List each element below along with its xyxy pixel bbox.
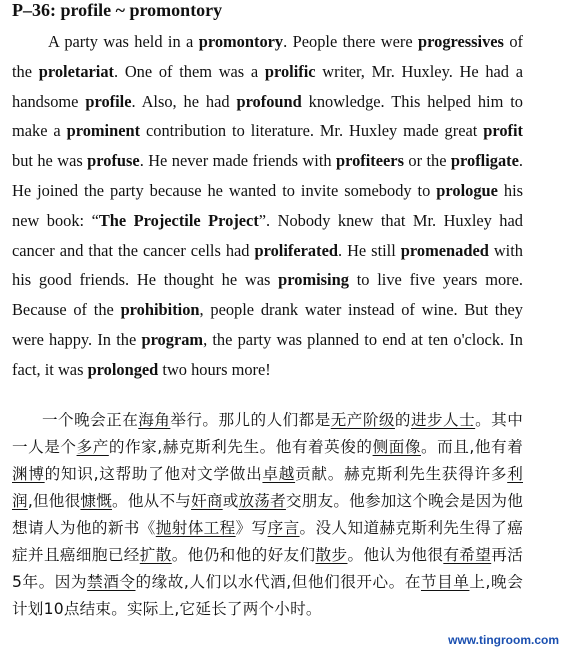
- keyword: prominent: [66, 121, 141, 141]
- text-run: . He still: [337, 240, 401, 260]
- text-run: 。他从不与: [112, 491, 192, 510]
- text-run: . He joined the party because he wanted to invite somebody to: [12, 151, 523, 200]
- keyword-translation: 奸商: [191, 491, 223, 510]
- text-run: his new book: “: [12, 180, 523, 230]
- text-run: , the party was planned to end at ten o'clock. In fact, it was: [12, 329, 523, 379]
- keyword: prolific: [264, 61, 316, 81]
- keyword: promising: [278, 270, 349, 290]
- text-run: ”. Nobody knew that Mr. Huxley had cancer and that the cancer cells had: [12, 210, 523, 260]
- text-run: but he was: [12, 151, 88, 171]
- text-run: to live five years more. Because of the: [12, 270, 523, 320]
- keyword: prologue: [436, 180, 498, 200]
- keyword-translation: 无产阶级: [330, 410, 395, 429]
- text-run: ,但他很: [27, 491, 81, 510]
- text-run: writer, Mr. Huxley. He had a handsome: [12, 61, 523, 111]
- text-run: 》写: [235, 518, 268, 537]
- text-run: A party was held in a: [48, 32, 199, 51]
- keyword-translation: 散步: [315, 545, 348, 564]
- text-run: 再活5年。因为: [12, 545, 524, 591]
- keyword-translation: 海角: [138, 410, 171, 429]
- site-watermark: www.tingroom.com: [448, 633, 559, 647]
- text-run: . Also, he had: [131, 91, 237, 111]
- text-run: 上,晚会计划10点结束。实际上,它延长了两个小时。: [12, 572, 523, 618]
- keyword: promontory: [198, 32, 284, 51]
- keyword-translation: 禁酒令: [87, 572, 136, 591]
- text-run: 贡献。赫克斯利先生获得许多: [295, 464, 508, 483]
- text-run: 举行。那儿的人们都是: [170, 410, 331, 429]
- keyword: promenaded: [400, 240, 489, 260]
- text-run: . He never made friends with: [139, 151, 336, 171]
- text-run: , people drank water instead of wine. But they were happy. In the: [12, 300, 524, 349]
- text-run: 的知识,这帮助了他对文学做出: [44, 464, 263, 483]
- keyword-translation: 序言: [267, 518, 300, 537]
- keyword: prohibition: [120, 300, 200, 320]
- keyword-translation: 节目单: [420, 572, 470, 591]
- text-run: 的缘故,人们以水代酒,但他们很开心。在: [135, 572, 421, 591]
- keyword-translation: 侧面像: [372, 437, 421, 456]
- keyword: profile: [85, 91, 132, 111]
- keyword-translation: 多产: [76, 437, 109, 456]
- keyword: profit: [483, 121, 523, 141]
- keyword-translation: 渊博: [12, 464, 45, 483]
- text-run: two hours more!: [158, 359, 271, 379]
- text-run: 交朋友。他参加这个晚会是因为他想请人为他的新书《: [12, 491, 523, 537]
- text-run: contribution to literature. Mr. Huxley made great: [140, 121, 484, 141]
- chinese-passage: [12, 407, 523, 623]
- keyword-translation: 慷慨: [80, 491, 113, 510]
- text-run: of the: [12, 32, 523, 81]
- keyword-translation: 有希望: [443, 545, 492, 564]
- text-run: knowledge. This helped him to make a: [12, 91, 523, 141]
- english-passage: [12, 27, 523, 385]
- keyword-translation: 进步人士: [410, 410, 476, 429]
- keyword-translation: 扩散: [139, 545, 172, 564]
- text-run: 。他认为他很: [347, 545, 444, 564]
- text-run: . People there were: [283, 32, 419, 51]
- keyword-translation: 抛射体工程: [155, 518, 236, 537]
- keyword: profound: [236, 91, 302, 111]
- text-run: 一个晚会正在: [42, 410, 139, 429]
- text-run: 的作家,赫克斯利先生。他有着英俊的: [108, 437, 373, 456]
- keyword: profligate: [450, 151, 519, 171]
- text-run: 。他仍和他的好友们: [171, 545, 316, 564]
- text-run: or the: [403, 151, 451, 171]
- keyword: proletariat: [38, 61, 115, 81]
- keyword-translation: 卓越: [262, 464, 296, 483]
- keyword: The Projectile Project: [98, 210, 259, 230]
- text-run: 。而且,他有着: [421, 437, 523, 456]
- keyword: profuse: [87, 151, 140, 171]
- text-run: 。没人知道赫克斯利先生得了癌症并且癌细胞已经: [12, 518, 523, 564]
- text-run: 。其中一人是个: [12, 410, 524, 456]
- text-run: . One of them was a: [114, 61, 265, 81]
- keyword-translation: 放荡者: [238, 491, 286, 510]
- text-run: 或: [222, 491, 239, 510]
- keyword-translation: 利润: [12, 464, 523, 510]
- keyword: profiteers: [335, 151, 404, 171]
- text-run: with his good friends. He thought he was: [12, 240, 523, 290]
- page-heading: P–36: profile ~ promontory: [12, 0, 223, 20]
- keyword: prolonged: [87, 359, 159, 379]
- keyword: proliferated: [254, 240, 338, 260]
- keyword: program: [141, 329, 204, 349]
- text-run: 的: [394, 410, 411, 429]
- keyword: progressives: [418, 32, 504, 51]
